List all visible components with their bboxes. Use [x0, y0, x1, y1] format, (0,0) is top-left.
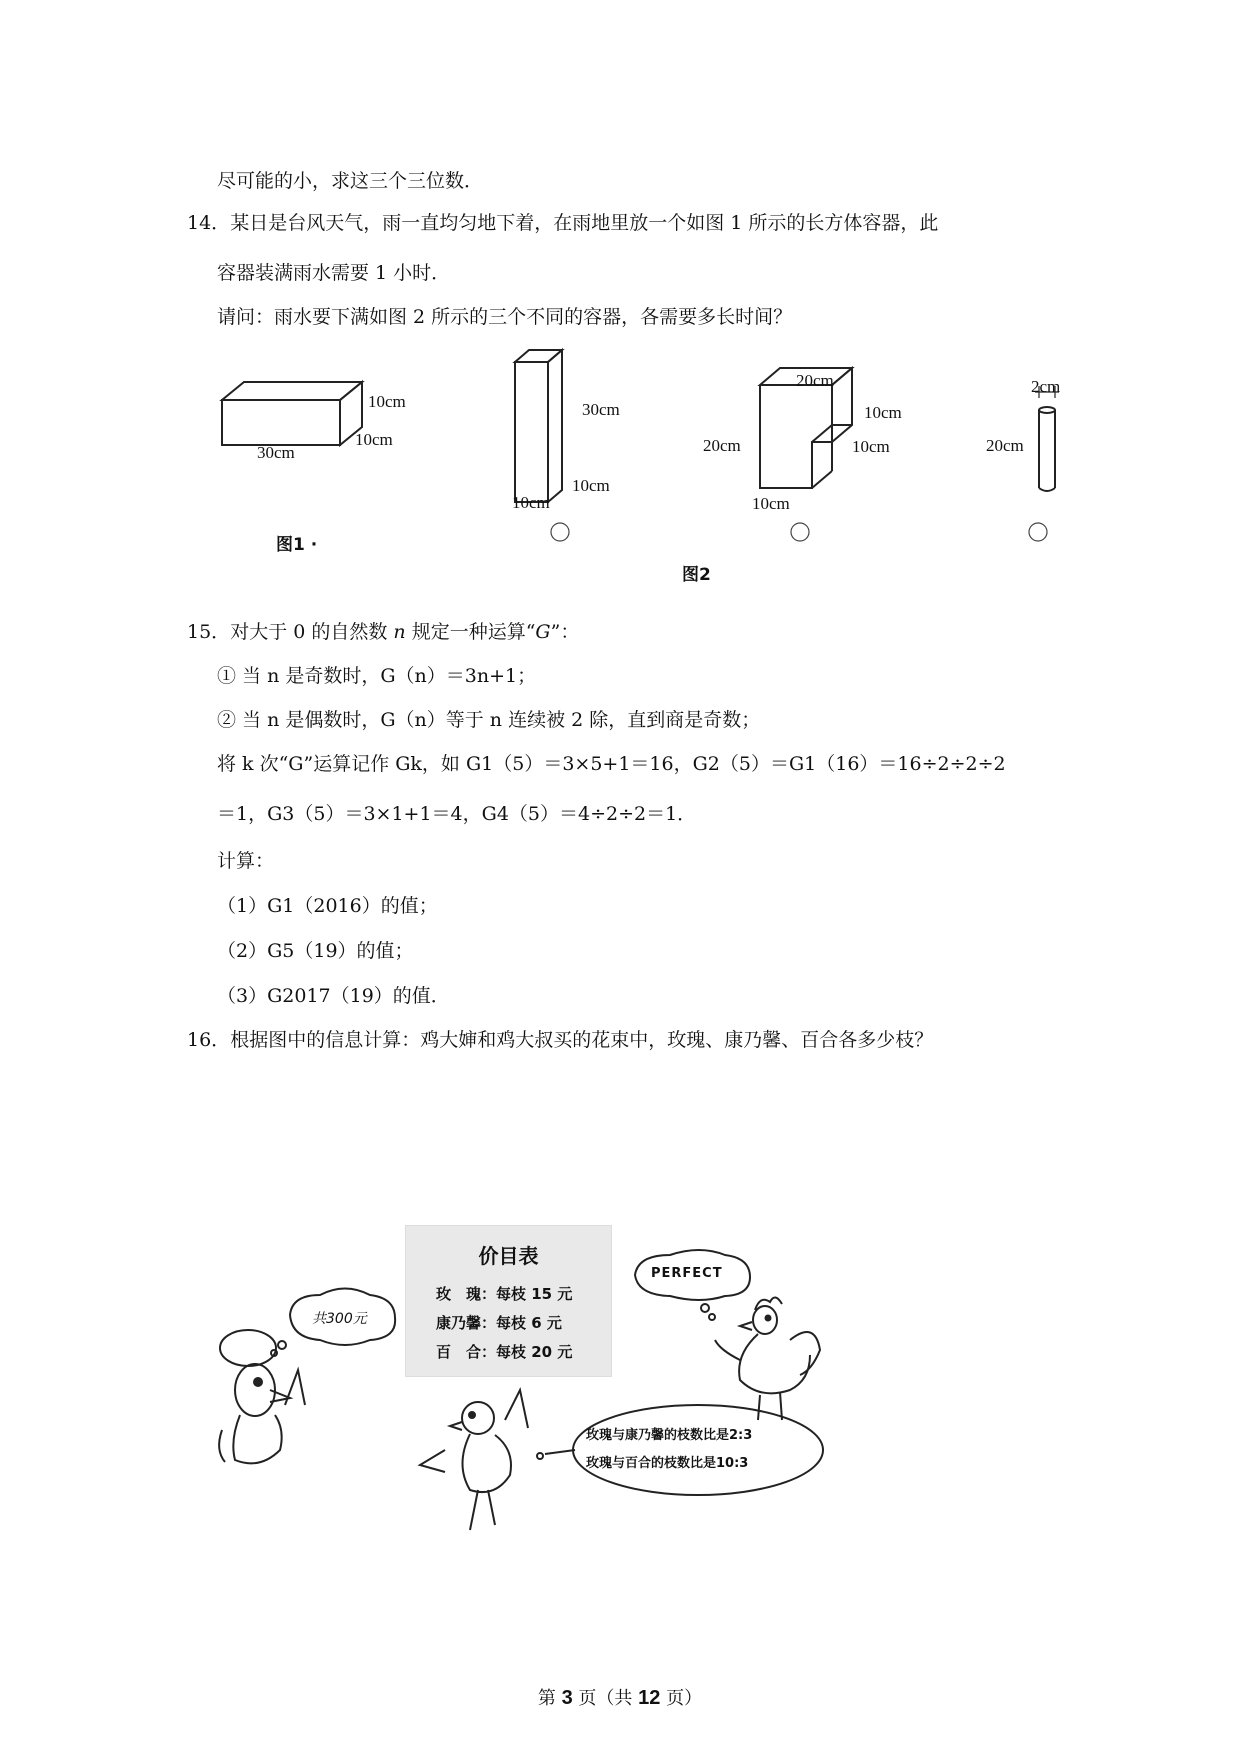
- bubble-ratio-2: 玫瑰与百合的枝数比是10:3: [586, 1456, 749, 1471]
- fig2-1-depth-label: 10cm: [572, 476, 610, 495]
- footer-total-pages: 12: [638, 1687, 661, 1709]
- fig1-caption: 图1 ·: [276, 535, 318, 555]
- fig2-2-top-label: 20cm: [796, 371, 834, 390]
- page-footer: [0, 1684, 1240, 1710]
- q15-intro: [187, 619, 579, 645]
- footer-mid: 页（共: [572, 1688, 639, 1709]
- q15-intro-a: 对大于 0 的自然数: [230, 621, 394, 643]
- fig2-2-left-label: 20cm: [703, 436, 741, 455]
- q14-text1: 某日是台风天气，雨一直均匀地下着，在雨地里放一个如图 1 所示的长方体容器，此: [230, 212, 939, 234]
- q15-calc-label: 计算：: [217, 850, 275, 872]
- q15-rule2: ② 当 n 是偶数时，G（n）等于 n 连续被 2 除，直到商是奇数；: [217, 709, 761, 731]
- q14-number: 14．: [187, 212, 231, 234]
- q16-text: 根据图中的信息计算：鸡大婶和鸡大叔买的花束中，玫瑰、康乃馨、百合各多少枝？: [230, 1029, 934, 1051]
- q16-line: [187, 1027, 933, 1053]
- fig2-2-step-label: 10cm: [852, 437, 890, 456]
- fig2-2-right-label: 10cm: [864, 403, 902, 422]
- footer-page-number: 3: [561, 1687, 573, 1709]
- fig2-3-height-label: 20cm: [986, 436, 1024, 455]
- bubble-perfect: PERFECT: [651, 1266, 723, 1281]
- fig1-width-label: 30cm: [257, 443, 295, 462]
- carry-over-line: 尽可能的小，求这三个三位数．: [217, 170, 484, 192]
- q15-rule1: ① 当 n 是奇数时，G（n）＝3n+1；: [217, 665, 537, 687]
- q14-line1: [187, 210, 938, 236]
- q15-intro-b: 规定一种运算“: [405, 621, 536, 643]
- q15-definition-cont: ＝1，G3（5）＝3×1+1＝4，G4（5）＝4÷2÷2＝1．: [217, 803, 697, 825]
- q15-item-1: （1）G1（2016）的值；: [217, 895, 438, 917]
- q14-line3: 请问：雨水要下满如图 2 所示的三个不同的容器，各需要多长时间？: [217, 306, 793, 328]
- q16-number: 16．: [187, 1029, 231, 1051]
- chickens-illustration: [0, 1240, 1240, 1540]
- footer-pre: 第: [537, 1688, 562, 1709]
- q15-intro-g: G: [535, 621, 551, 643]
- fig2-1-width-label: 10cm: [512, 493, 550, 512]
- fig2-3-width-label: 2cm: [1031, 377, 1061, 396]
- fig1-height-label: 10cm: [368, 392, 406, 411]
- q15-number: 15．: [187, 621, 231, 643]
- q15-intro-n: n: [393, 621, 406, 643]
- fig2-2-bottom-label: 10cm: [752, 494, 790, 513]
- fig2-1-height-label: 30cm: [582, 400, 620, 419]
- q15-definition: 将 k 次“G”运算记作 Gk，如 G1（5）＝3×5+1＝16，G2（5）＝G1（16）＝16÷2÷2÷2: [217, 753, 1006, 775]
- fig2-caption: 图2: [682, 565, 711, 585]
- price-lily: 百 合：每枝 20 元: [436, 1343, 573, 1361]
- fig1-depth-label: 10cm: [355, 430, 393, 449]
- bubble-ratio-1: 玫瑰与康乃馨的枝数比是2:3: [586, 1428, 753, 1443]
- bubble-total: 共300元: [312, 1311, 367, 1327]
- price-rose: 玫 瑰：每枝 15 元: [436, 1285, 573, 1303]
- price-table-title: 价目表: [478, 1244, 539, 1268]
- q15-item-2: （2）G5（19）的值；: [217, 940, 414, 962]
- q15-intro-c: ”：: [550, 621, 580, 643]
- q14-line2: 容器装满雨水需要 1 小时．: [217, 262, 451, 284]
- footer-post: 页）: [660, 1688, 703, 1709]
- q15-item-3: （3）G2017（19）的值．: [217, 985, 450, 1007]
- price-carnation: 康乃馨：每枝 6 元: [436, 1314, 562, 1332]
